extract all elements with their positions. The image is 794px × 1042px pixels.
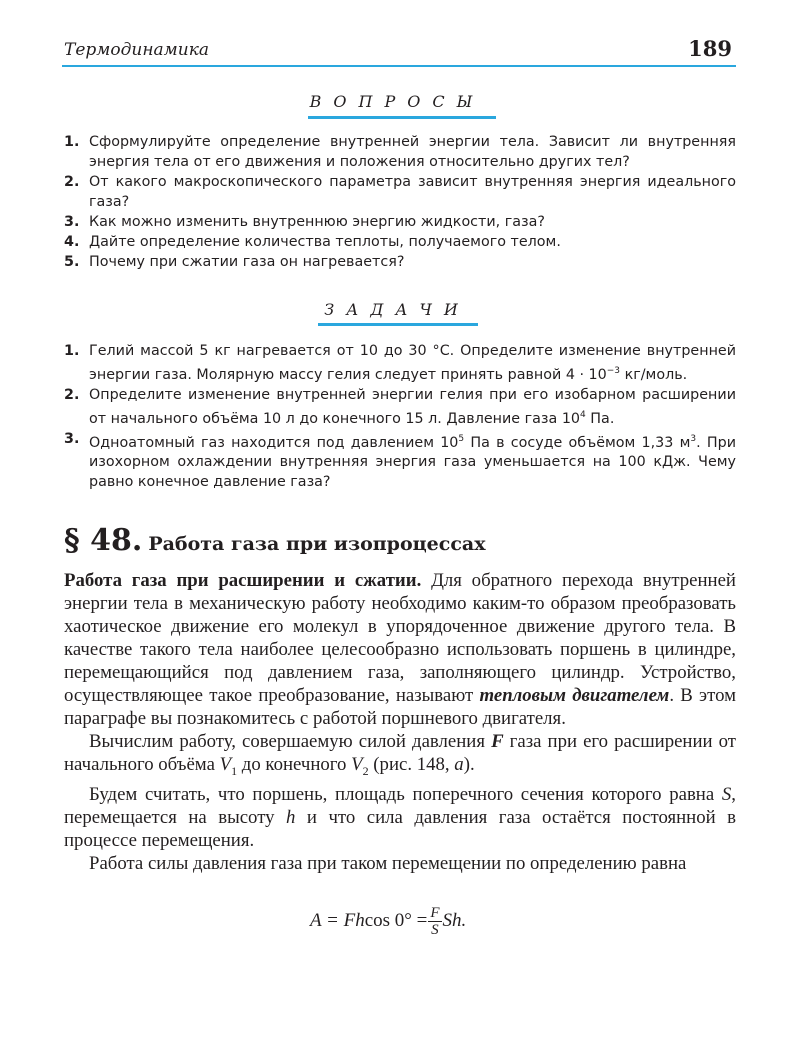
problems-heading: ЗАДАЧИ	[324, 300, 470, 319]
paragraph-4: Работа силы давления газа при таком перемещении по определению равна	[89, 852, 687, 874]
list-item: 5. Почему при сжатии газа он нагревается?	[64, 254, 405, 270]
paragraph-heading	[64, 523, 486, 558]
problems-list	[64, 341, 736, 492]
paragraph-1: Работа газа при расширении и сжатии. Для обратного перехода внутренней энергии тела в механическую работу необходимо каким-то образом преобразовать хаотическое движение его молекул в упорядоченное движение другого тела. В качестве такого тела наиболее целесообразно использовать поршень в цилиндре, перемещающийся под давлением газа, заполняющего цилиндр. Устройство, осуществляющее такое преобразование, называют тепловым двигателем. В этом параграфе вы познакомитесь с работой поршневого двигателя.	[64, 570, 736, 729]
paragraph-2: Вычислим работу, совершаемую силой давления F газа при его расширении от начального объёма $V_1$ до конечного $V_2$ (рис. 148, а).	[64, 731, 737, 778]
paragraph-title: Работа газа при изопроцессах	[148, 533, 486, 555]
questions-heading-rule	[308, 116, 496, 119]
page-number: 189	[688, 36, 732, 61]
paragraph-3: Будем считать, что поршень, площадь поперечного сечения которого равна S, перемещается на высоту h и что сила давления газа остаётся постоянной в процессе перемещения.	[64, 783, 737, 851]
list-item: 3. Как можно изменить внутреннюю энергию жидкости, газа?	[64, 214, 545, 230]
questions-list	[64, 132, 736, 272]
work-formula: A = Fhcos 0° = $\frac{F}{S}$ Sh.	[310, 905, 467, 938]
list-item: 3. Одноатомный газ находится под давлением $10^5$ Па в сосуде объёмом 1,33 $м^3$. При изохорном охлаждении внутренняя энергия газа уменьшается на 100 кДж. Чему равно конечное давление газа?	[64, 430, 736, 491]
fraction: $\frac{F}{S}$	[430, 905, 440, 938]
list-item: 4. Дайте определение количества теплоты, получаемого телом.	[64, 234, 561, 250]
header-rule	[62, 65, 736, 67]
list-item: 1. Сформулируйте определение внутренней энергии тела. Зависит ли внутренняя энергия тела от его движения и положения относительно других тел?	[64, 134, 736, 170]
body-text	[64, 569, 736, 875]
problems-heading-rule	[318, 323, 478, 326]
running-header-title: Термодинамика	[64, 40, 209, 60]
list-item: 2. От какого макроскопического параметра зависит внутренняя энергия идеального газа?	[64, 174, 736, 210]
paragraph-number: § 48.	[64, 523, 143, 558]
list-item: 2. Определите изменение внутренней энергии гелия при его изобарном расширении от начального объёма 10 л до конечного 15 л. Давление газа $10^4$ Па.	[64, 386, 736, 427]
questions-heading: ВОПРОСЫ	[309, 92, 485, 111]
list-item: 1. Гелий массой 5 кг нагревается от 10 до 30 °С. Определите изменение внутренней энергии газа. Молярную массу гелия следует принять равной $4 \cdot 10^{-3}$ кг/моль.	[64, 343, 736, 383]
